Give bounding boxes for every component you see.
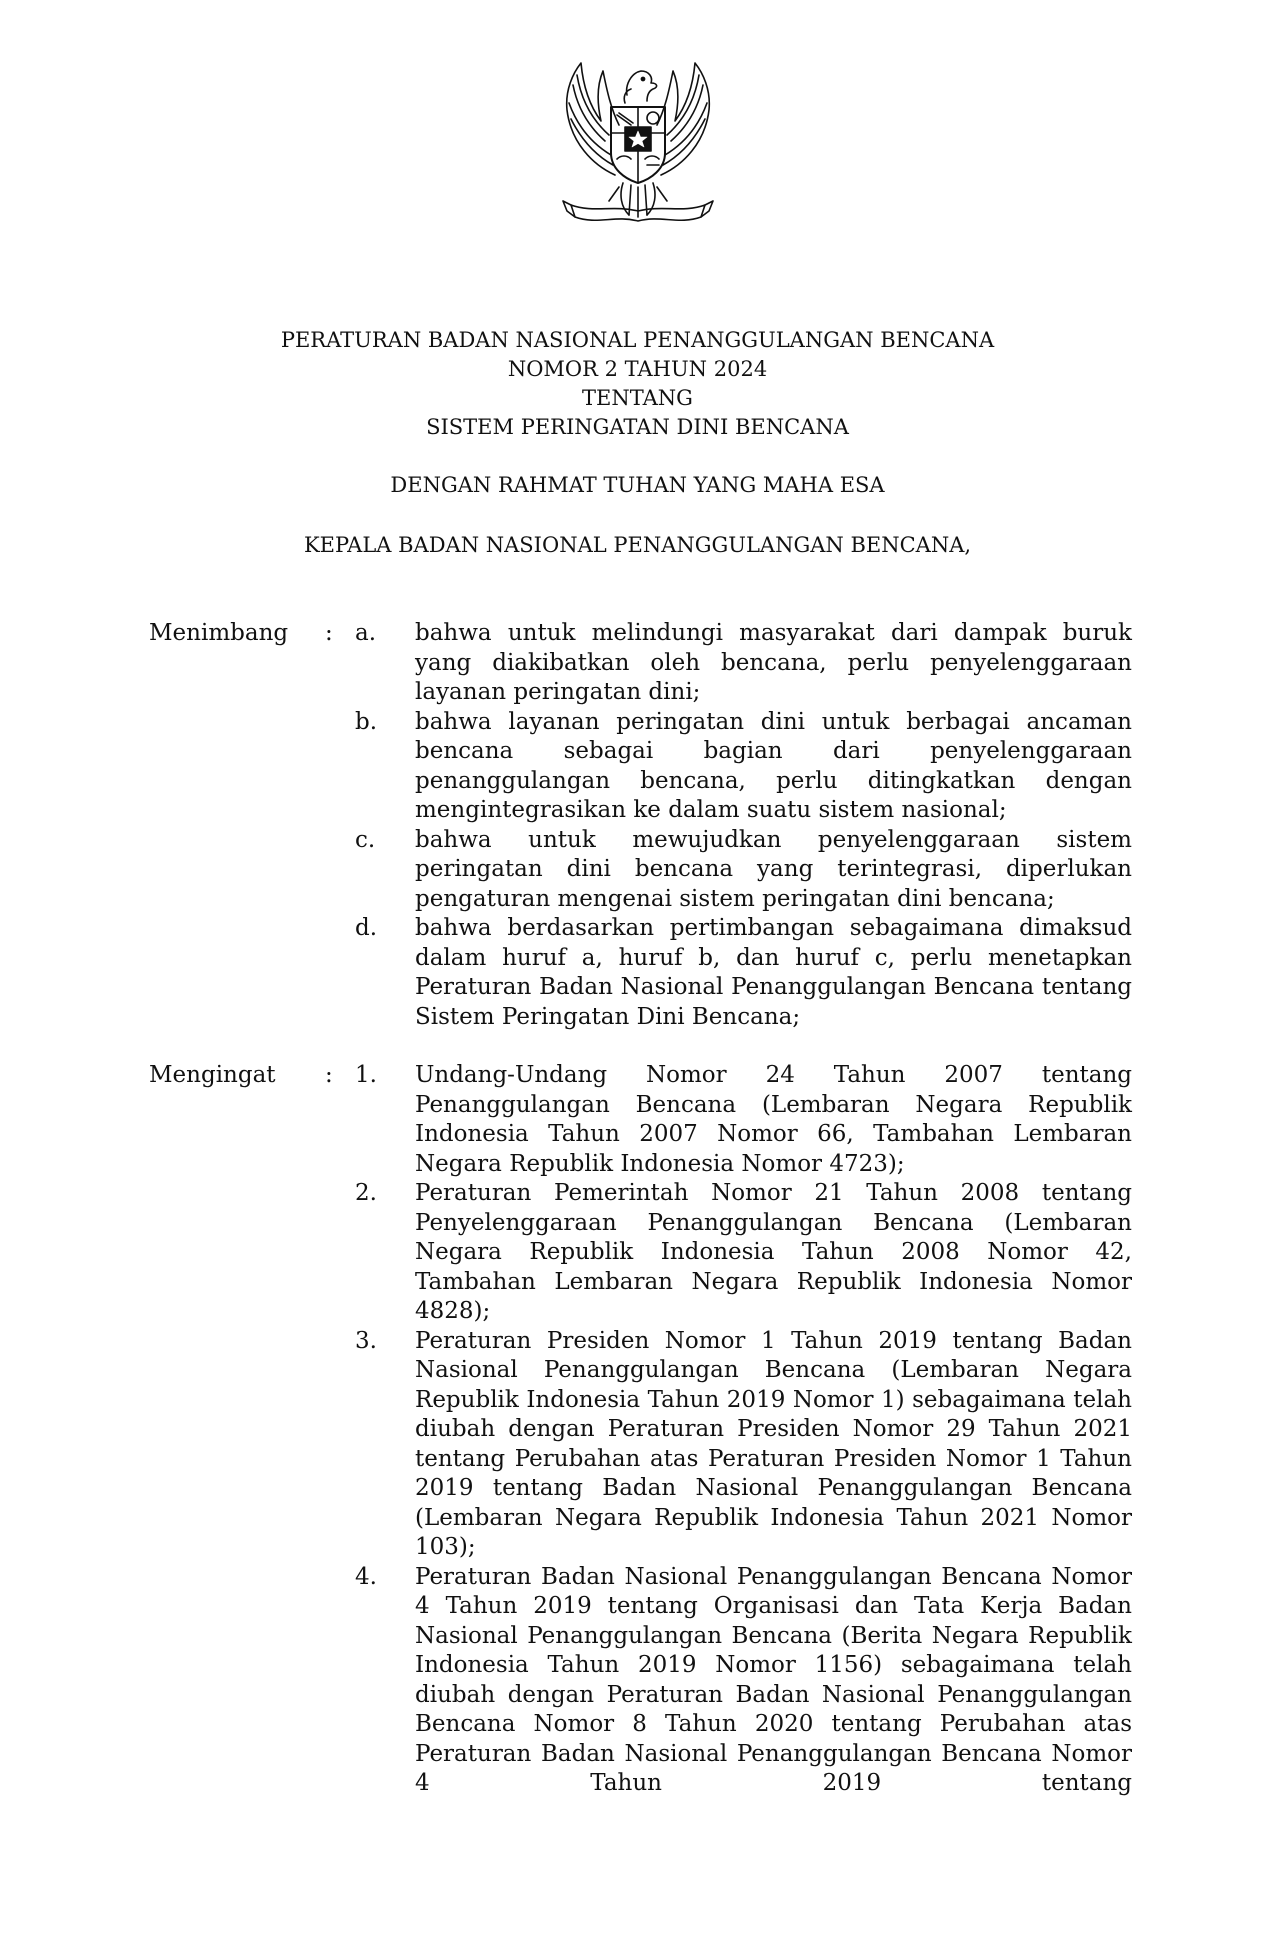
item-text: Peraturan Pemerintah Nomor 21 Tahun 2008 tentang Penyelenggaraan Penanggulangan Bencana (Lembaran Negara Republik Indonesia Tahun 2008 Nomor 42, Tambahan Lembaran Negara Republik Indonesia Nomor 4828);	[415, 1180, 1132, 1324]
section-label: Mengingat	[149, 1062, 276, 1088]
item-text: bahwa layanan peringatan dini untuk berbagai ancaman bencana sebagai bagian dari penyelenggaraan penanggulangan bencana, perlu ditingkatkan dengan mengintegrasikan ke dalam suatu sistem nasional;	[415, 708, 1132, 823]
list-item	[0, 619, 1275, 708]
list-item	[0, 914, 1275, 1032]
authority-heading: KEPALA BADAN NASIONAL PENANGGULANGAN BENCANA,	[303, 533, 972, 557]
item-marker: 3.	[355, 1327, 377, 1354]
item-marker: 2.	[355, 1180, 377, 1206]
list-item	[0, 826, 1275, 915]
item-marker: 1.	[355, 1062, 377, 1088]
garuda-emblem-icon	[553, 55, 723, 233]
list-item	[0, 1563, 1275, 1799]
item-text: bahwa untuk mewujudkan penyelenggaraan sistem peringatan dini bencana yang terintegrasi, diperlukan pengaturan mengenai sistem peringatan dini bencana;	[415, 826, 1132, 912]
list-item	[0, 1061, 1275, 1179]
menimbang-section	[0, 619, 1275, 1032]
title-line: PERATURAN BADAN NASIONAL PENANGGULANGAN BENCANA	[280, 328, 995, 352]
list-item	[0, 1179, 1275, 1327]
mengingat-section	[0, 1061, 1275, 1799]
title-line: TENTANG	[582, 386, 693, 410]
item-text: Peraturan Presiden Nomor 1 Tahun 2019 tentang Badan Nasional Penanggulangan Bencana (Lembaran Negara Republik Indonesia Tahun 2019 Nomor 1) sebagaimana telah diubah dengan Peraturan Presiden Nomor 29 Tahun 2021 tentang Perubahan atas Peraturan Presiden Nomor 1 Tahun 2019 tentang Badan Nasional Penanggulangan Bencana (Lembaran Negara Republik Indonesia Tahun 2021 Nomor 103);	[415, 1327, 1132, 1560]
title-line: SISTEM PERINGATAN DINI BENCANA	[426, 415, 849, 439]
item-marker: d.	[355, 915, 378, 941]
item-text: Undang-Undang Nomor 24 Tahun 2007 tentang Penanggulangan Bencana (Lembaran Negara Republik Indonesia Tahun 2007 Nomor 66, Tambahan Lembaran Negara Republik Indonesia Nomor 4723);	[415, 1062, 1132, 1177]
item-marker: 4.	[355, 1563, 377, 1590]
title-line: NOMOR 2 TAHUN 2024	[507, 357, 768, 381]
list-item	[0, 708, 1275, 826]
item-text: Peraturan Badan Nasional Penanggulangan Bencana Nomor 4 Tahun 2019 tentang Organisasi dan Tata Kerja Badan Nasional Penanggulangan Bencana (Berita Negara Republik Indonesia Tahun 2019 Nomor 1156) sebagaimana telah diubah dengan Peraturan Badan Nasional Penanggulangan Bencana Nomor 8 Tahun 2020 tentang Perubahan atas Peraturan Badan Nasional Penanggulangan Bencana Nomor 4 Tahun 2019 tentang	[415, 1563, 1132, 1796]
section-colon: :	[325, 620, 333, 646]
list-item	[0, 1327, 1275, 1563]
item-marker: a.	[355, 620, 377, 646]
item-text: bahwa berdasarkan pertimbangan sebagaimana dimaksud dalam huruf a, huruf b, dan huruf c, perlu menetapkan Peraturan Badan Nasional Penanggulangan Bencana tentang Sistem Peringatan Dini Bencana;	[415, 915, 1132, 1030]
item-marker: c.	[355, 826, 376, 853]
item-text: bahwa untuk melindungi masyarakat dari dampak buruk yang diakibatkan oleh bencana, perlu penyelenggaraan layanan peringatan dini;	[415, 620, 1132, 705]
invocation: DENGAN RAHMAT TUHAN YANG MAHA ESA	[390, 473, 885, 497]
section-label: Menimbang	[149, 620, 289, 646]
item-marker: b.	[355, 708, 378, 735]
section-colon: :	[325, 1062, 333, 1088]
regulation-title	[0, 326, 1275, 442]
